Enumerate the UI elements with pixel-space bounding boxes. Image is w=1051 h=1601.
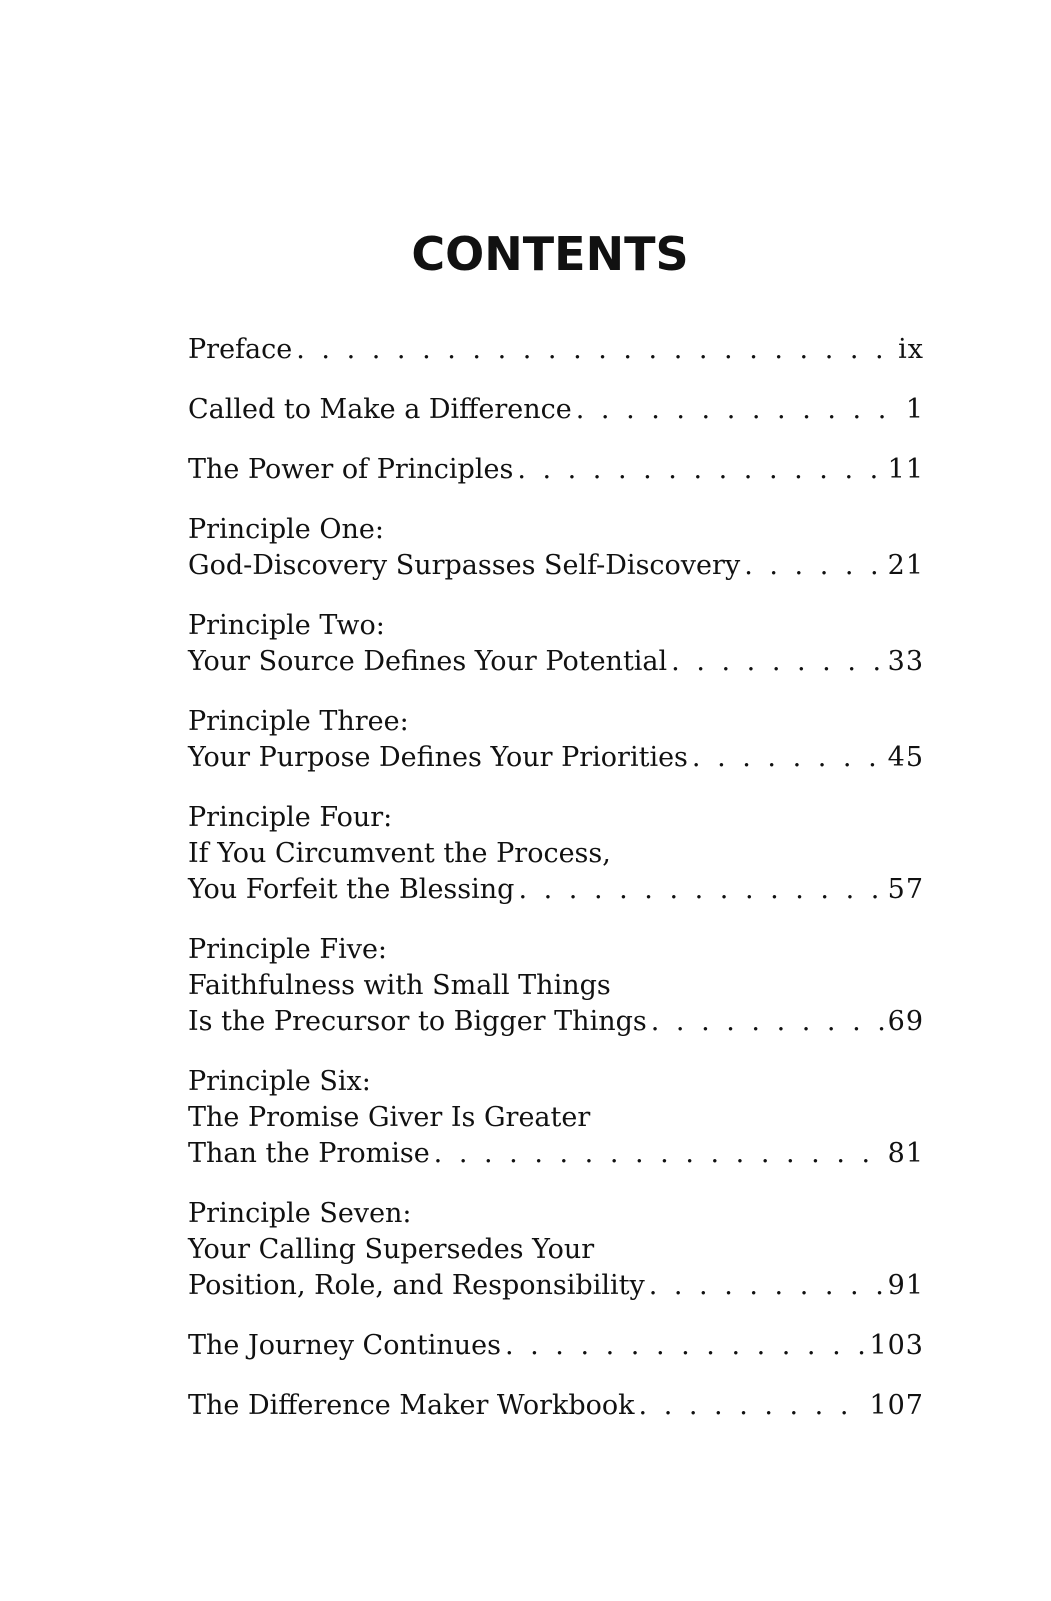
dot-leader <box>744 548 883 584</box>
toc-entry-heading: Principle Seven: <box>188 1198 412 1229</box>
page-number: 45 <box>887 742 924 773</box>
page-number: 33 <box>887 646 924 677</box>
toc-entry-title-line: Your Calling Supersedes Your <box>188 1234 595 1265</box>
dot-leader <box>434 1136 884 1172</box>
dot-leader <box>651 1004 884 1040</box>
page-number: 21 <box>887 550 924 581</box>
dot-leader <box>518 872 883 908</box>
toc-entry-title: The Journey Continues <box>188 1330 501 1361</box>
dot-leader <box>692 740 884 776</box>
toc-entry[interactable] <box>188 608 924 680</box>
table-of-contents <box>188 332 924 1448</box>
toc-entry-title: You Forfeit the Blessing <box>188 874 515 905</box>
page-number: 69 <box>887 1006 924 1037</box>
toc-entry-title-row <box>188 452 924 488</box>
dot-leader <box>505 1328 866 1364</box>
toc-entry-title: Preface <box>188 334 293 365</box>
page-number: ix <box>898 334 924 365</box>
toc-entry[interactable] <box>188 1064 924 1172</box>
toc-entry-heading: Principle Four: <box>188 802 393 833</box>
toc-entry-title: Is the Precursor to Bigger Things <box>188 1006 647 1037</box>
toc-entry[interactable] <box>188 1388 924 1424</box>
toc-entry-title-row <box>188 332 924 368</box>
toc-entry-title-row <box>188 644 924 680</box>
toc-entry-title-line: The Promise Giver Is Greater <box>188 1102 591 1133</box>
toc-entry-heading: Principle One: <box>188 514 384 545</box>
page-number: 11 <box>887 454 924 485</box>
toc-entry[interactable] <box>188 332 924 368</box>
page-number: 103 <box>869 1330 924 1361</box>
toc-entry-heading: Principle Five: <box>188 934 388 965</box>
toc-entry[interactable] <box>188 1328 924 1364</box>
toc-entry-heading: Principle Six: <box>188 1066 371 1097</box>
page-number: 81 <box>887 1138 924 1169</box>
toc-entry[interactable] <box>188 392 924 428</box>
toc-entry-title: God-Discovery Surpasses Self-Discovery <box>188 550 741 581</box>
toc-entry-title-row <box>188 1136 924 1172</box>
page-title: CONTENTS <box>411 226 689 281</box>
toc-entry-title: Your Source Defines Your Potential <box>188 646 668 677</box>
toc-entry-title: Than the Promise <box>188 1138 430 1169</box>
toc-entry-title: The Power of Principles <box>188 454 514 485</box>
toc-entry-title-row <box>188 740 924 776</box>
toc-entry-title-row <box>188 1328 924 1364</box>
toc-entry-title-row <box>188 1004 924 1040</box>
dot-leader <box>296 332 894 368</box>
toc-entry[interactable] <box>188 704 924 776</box>
toc-entry[interactable] <box>188 512 924 584</box>
page-number: 57 <box>887 874 924 905</box>
toc-entry-title-row <box>188 1388 924 1424</box>
page-number: 107 <box>869 1390 924 1421</box>
toc-entry-title-row <box>188 872 924 908</box>
dot-leader <box>576 392 902 428</box>
toc-entry[interactable] <box>188 800 924 908</box>
toc-entry-title-row <box>188 548 924 584</box>
page-number: 1 <box>905 394 924 425</box>
dot-leader <box>671 644 883 680</box>
toc-entry-title: Called to Make a Difference <box>188 394 572 425</box>
toc-entry-title: Your Purpose Defines Your Priorities <box>188 742 688 773</box>
toc-entry-title-line: If You Circumvent the Process, <box>188 838 611 869</box>
toc-entry[interactable] <box>188 1196 924 1304</box>
toc-entry[interactable] <box>188 452 924 488</box>
dot-leader <box>517 452 883 488</box>
page-number: 91 <box>887 1270 924 1301</box>
toc-entry-heading: Principle Three: <box>188 706 409 737</box>
toc-entry-title-row <box>188 1268 924 1304</box>
toc-entry-title-row <box>188 392 924 428</box>
dot-leader <box>639 1388 866 1424</box>
toc-entry-title: Position, Role, and Responsibility <box>188 1270 645 1301</box>
toc-entry-heading: Principle Two: <box>188 610 385 641</box>
toc-entry-title: The Difference Maker Workbook <box>188 1390 635 1421</box>
dot-leader <box>649 1268 884 1304</box>
toc-entry-title-line: Faithfulness with Small Things <box>188 970 611 1001</box>
toc-entry[interactable] <box>188 932 924 1040</box>
